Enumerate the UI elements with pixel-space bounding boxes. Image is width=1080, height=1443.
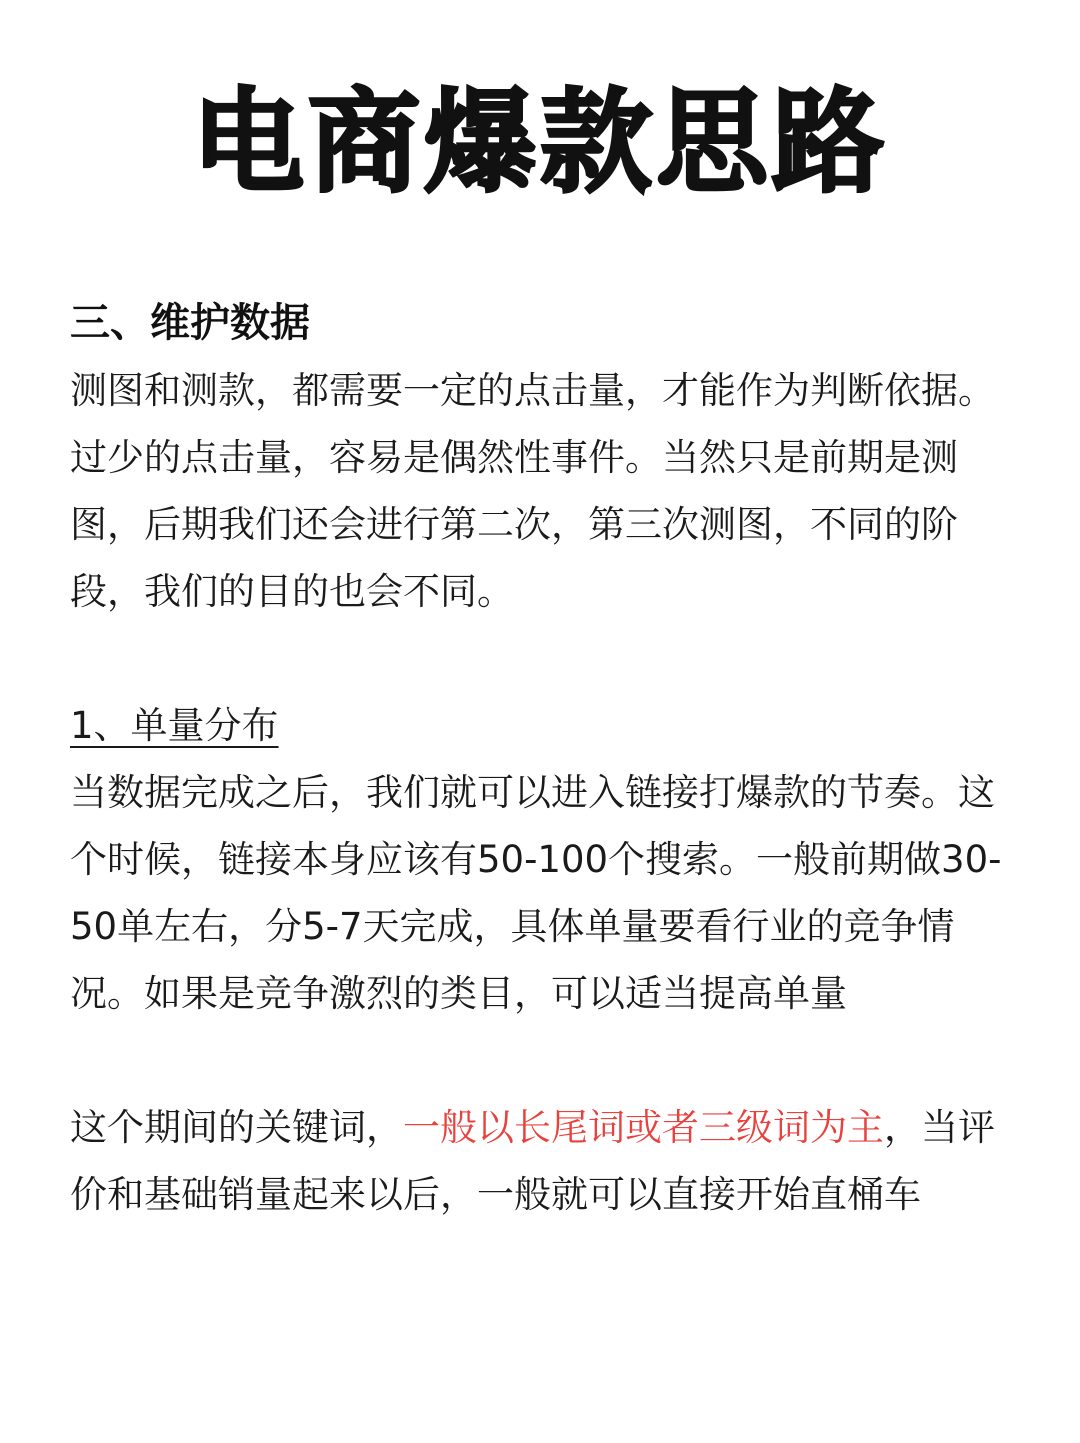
subsection-heading: 1、单量分布: [70, 704, 279, 747]
section-heading: 三、维护数据: [70, 300, 310, 346]
section-intro: 测图和测款，都需要一定的点击量，才能作为判断依据。过少的点击量，容易是偶然性事件。当然只是前期是测图，后期我们还会进行第二次，第三次测图，不同的阶段，我们的目的也会不同。: [70, 369, 995, 613]
page-title: 电商爆款思路: [192, 78, 888, 208]
keywords-paragraph: [70, 1094, 1015, 1228]
subsection-heading-wrap: [70, 692, 1015, 759]
spacer: [70, 1027, 1015, 1094]
subsection-body: 当数据完成之后，我们就可以进入链接打爆款的节奏。这个时候，链接本身应该有50-100个搜索。一般前期做30-50单左右，分5-7天完成，具体单量要看行业的竞争情况。如果是竞争激烈的类目，可以适当提高单量: [70, 771, 1002, 1015]
keywords-text-after: ，当评价和基础销量起来以后，一般就可以直接开始直桶车: [70, 1106, 995, 1216]
keywords-text-before: 这个期间的关键词，: [70, 1106, 403, 1149]
article-body: [70, 290, 1015, 1228]
spacer: [70, 625, 1015, 692]
keywords-highlight: 一般以长尾词或者三级词为主: [403, 1106, 884, 1149]
